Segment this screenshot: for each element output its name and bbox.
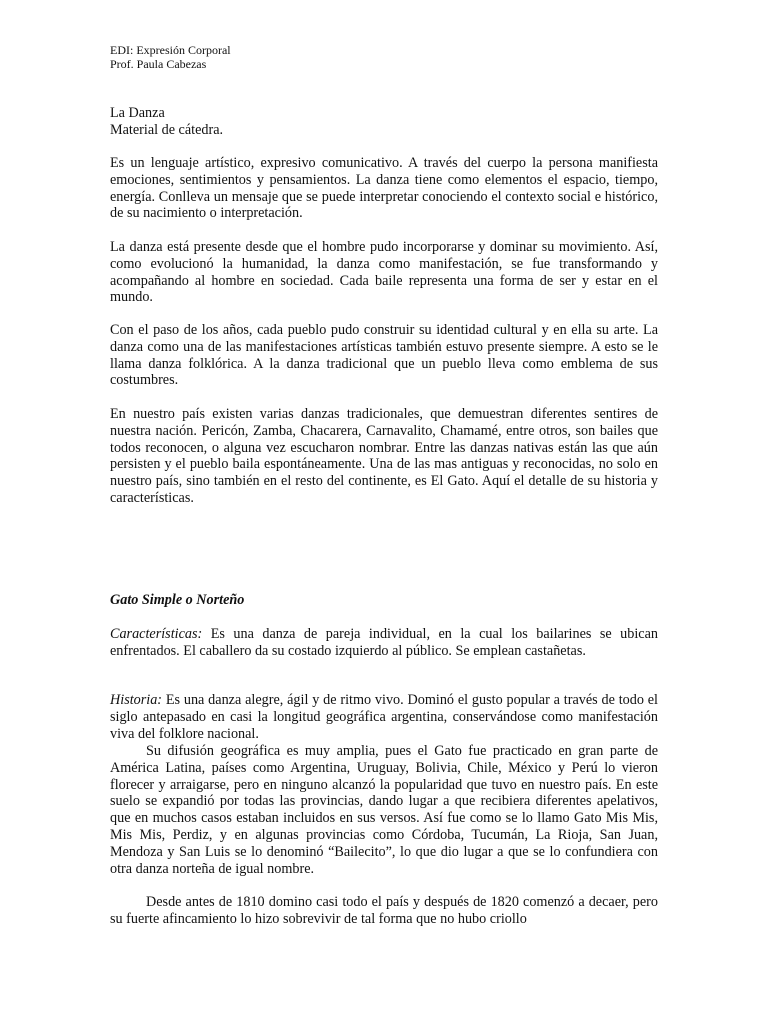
caracteristicas-label: Características: <box>110 626 203 642</box>
professor-name: Prof. Paula Cabezas <box>110 57 207 71</box>
paragraph: Con el paso de los años, cada pueblo pudo construir su identidad cultural y en ella su arte. La danza como una de las manifestaciones artísticas también estuvo presente siempre. A esto se le llama danza folklórica. A la danza tradicional que un pueblo lleva como emblema de sus costumbres. <box>110 322 658 389</box>
paragraph: La danza está presente desde que el hombre pudo incorporarse y dominar su movimiento. Así, como evolucionó la humanidad, la danza como manifestación, se fue transformando y acompañando al hombre en sociedad. Cada baile representa una forma de ser y estar en el mundo. <box>110 239 658 306</box>
caracteristicas-paragraph <box>110 626 658 660</box>
historia-paragraph-2: Su difusión geográfica es muy amplia, pues el Gato fue practicado en gran parte de América Latina, países como Argentina, Uruguay, Bolivia, Chile, México y Perú lo vieron florecer y arraigarse, pero en ninguno alcanzó la popularidad que tuvo en nuestro país. En este suelo se expandió por todas las provincias, dando lugar a que recibiera diferentes apelativos, que en muchos casos estaban incluidos en sus versos. Así fue como se lo llamo Gato Mis Mis, Mis Mis, Perdiz, y en algunas provincias como Córdoba, Tucumán, La Rioja, San Juan, Mendoza y San Luis se lo denominó “Bailecito”, lo que dio lugar a que se lo confundiera con otra danza norteña de igual nombre. <box>110 743 658 877</box>
document-header <box>110 43 231 71</box>
caracteristicas-text: Es una danza de pareja individual, en la cual los bailarines se ubican enfrentados. El caballero da su costado izquierdo al público. Se emplean castañetas. <box>110 626 658 659</box>
historia-text: Es una danza alegre, ágil y de ritmo vivo. Dominó el gusto popular a través de todo el siglo antepasado en casi la longitud geográfica argentina, conservándose como manifestación viva del folklore nacional. <box>110 692 658 742</box>
doc-title: La Danza <box>110 105 165 121</box>
historia-paragraph <box>110 692 658 742</box>
intro-heading <box>110 105 658 139</box>
doc-subtitle: Material de cátedra. <box>110 121 224 138</box>
historia-label: Historia: <box>110 692 163 708</box>
course-name: EDI: Expresión Corporal <box>110 43 231 57</box>
historia-paragraph-3: Desde antes de 1810 domino casi todo el país y después de 1820 comenzó a decaer, pero su fuerte afincamiento lo hizo sobrevivir de tal forma que no hubo criollo <box>110 894 658 927</box>
section-title: Gato Simple o Norteño <box>110 592 245 608</box>
paragraph: En nuestro país existen varias danzas tradicionales, que demuestran diferentes sentires de nuestra nación. Pericón, Zamba, Chacarera, Carnavalito, Chamamé, entre otros, son bailes que todos reconocen, o alguna vez escucharon nombrar. Entre las danzas nativas están las que aún persisten y el pueblo baila espontáneamente. Una de las mas antiguas y reconocidas, no solo en nuestro país, sino también en el resto del continente, es El Gato. Aquí el detalle de su historia y características. <box>110 406 658 506</box>
paragraph: Es un lenguaje artístico, expresivo comunicativo. A través del cuerpo la persona manifiesta emociones, sentimientos y pensamientos. La danza tiene como elementos el espacio, tiempo, energía. Conlleva un mensaje que se puede interpretar conociendo el contexto social e histórico, de su nacimiento o interpretación. <box>110 155 658 222</box>
